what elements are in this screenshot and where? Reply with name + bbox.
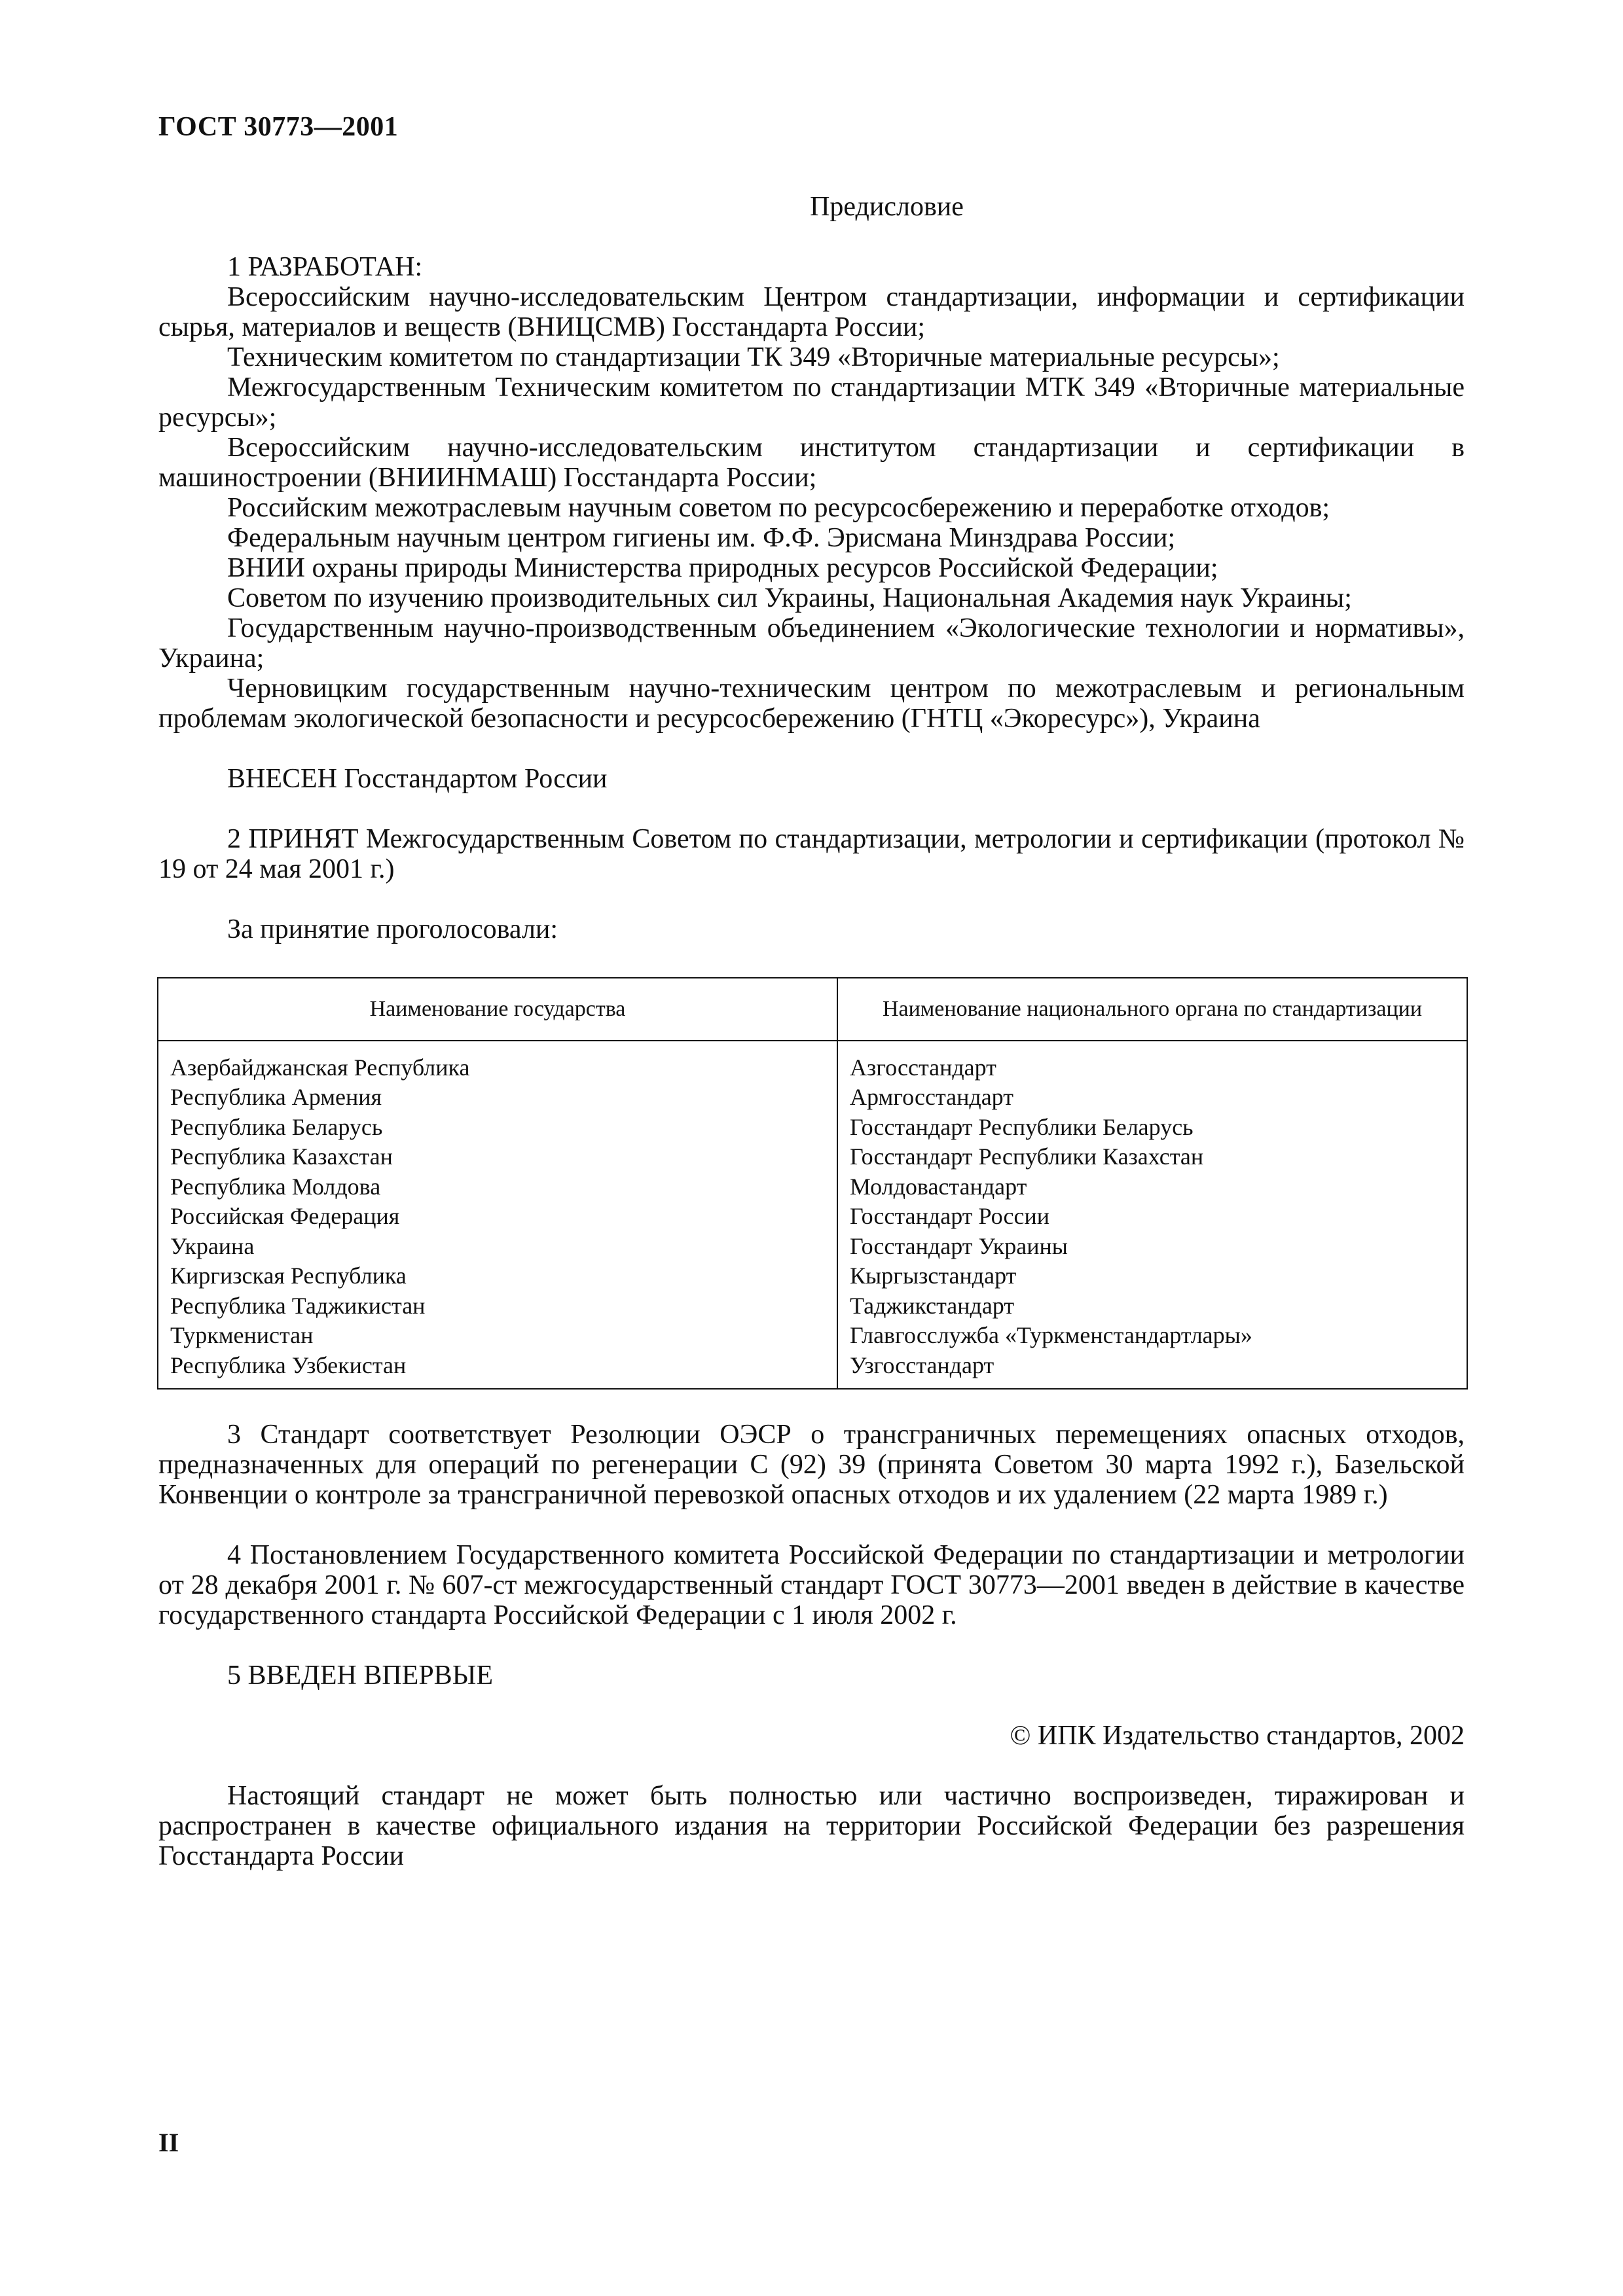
developer-item: Советом по изучению производительных сил Украины, Национальная Академия наук Украины;: [227, 583, 1352, 613]
introduced-by: ВНЕСЕН Госстандартом России: [227, 764, 608, 794]
state-name: Республика Казахстан: [170, 1143, 393, 1170]
standards-body-name: Армгосстандарт: [850, 1084, 1013, 1110]
column-header-state: Наименование государства: [158, 978, 837, 1041]
state-name: Туркменистан: [170, 1322, 314, 1348]
section-4-enactment: 4 Постановлением Государственного комитета Российской Федерации по стандартизации и метрологии от 28 декабря 2001 г. № 607-ст межгосударственный стандарт ГОСТ 30773—2001 введен в действие в качестве государственного стандарта Российской Федерации с 1 июля 2002 г.: [158, 1540, 1465, 1630]
state-name: Республика Узбекистан: [170, 1352, 407, 1378]
standards-body-name: Кыргызстандарт: [850, 1263, 1017, 1289]
page-number: II: [158, 2128, 179, 2157]
section-2-adopted: 2 ПРИНЯТ Межгосударственным Советом по стандартизации, метрологии и сертификации (протокол № 19 от 24 мая 2001 г.): [158, 824, 1465, 884]
copyright-notice: © ИПК Издательство стандартов, 2002: [1010, 1721, 1465, 1751]
state-name: Республика Беларусь: [170, 1113, 383, 1140]
standards-body-name: Таджикстандарт: [850, 1292, 1015, 1319]
section-3-conformity: 3 Стандарт соответствует Резолюции ОЭСР о трансграничных перемещениях опасных отходов, предназначенных для операций по регенерации С (92) 39 (принята Советом 30 марта 1992 г.), Базельской Конвенции о контроле за трансграничной перевозкой опасных отходов и их удалением (22 марта 1989 г.): [158, 1420, 1465, 1510]
developer-item: Государственным научно-производственным объединением «Экологические технологии и нормативы», Украина;: [158, 613, 1465, 673]
table-row: [158, 1041, 1467, 1390]
standards-bodies-cell: [837, 1041, 1467, 1390]
state-name: Республика Молдова: [170, 1173, 381, 1200]
voting-table: [157, 977, 1468, 1390]
table-header-row: [158, 978, 1467, 1041]
developer-item: Российским межотраслевым научным советом по ресурсосбережению и переработке отходов;: [227, 493, 1330, 523]
page-title: Предисловие: [810, 192, 964, 222]
standards-body-name: Госстандарт России: [850, 1203, 1049, 1229]
developer-item: Межгосударственным Техническим комитетом по стандартизации МТК 349 «Вторичные материальные ресурсы»;: [158, 372, 1465, 433]
standards-body-name: Госстандарт Украины: [850, 1232, 1068, 1259]
developer-item: Техническим комитетом по стандартизации ТК 349 «Вторичные материальные ресурсы»;: [227, 342, 1280, 372]
column-header-standards-body: Наименование национального органа по стандартизации: [837, 978, 1467, 1041]
voted-label: За принятие проголосовали:: [227, 914, 558, 944]
state-name: Российская Федерация: [170, 1203, 400, 1229]
standards-body-name: Главгосслужба «Туркменстандартлары»: [850, 1322, 1252, 1348]
state-name: Киргизская Республика: [170, 1263, 407, 1289]
state-name: Республика Армения: [170, 1084, 382, 1110]
document-code-header: ГОСТ 30773—2001: [158, 112, 399, 142]
state-name: Азербайджанская Республика: [170, 1054, 470, 1081]
standards-body-name: Азгосстандарт: [850, 1054, 996, 1081]
developer-item: Федеральным научным центром гигиены им. Ф.Ф. Эрисмана Минздрава России;: [227, 523, 1176, 553]
developer-item: Черновицким государственным научно-техническим центром по межотраслевым и региональным проблемам экологической безопасности и ресурсосбережению (ГНТЦ «Экоресурс»), Украина: [158, 673, 1465, 734]
developer-item: ВНИИ охраны природы Министерства природных ресурсов Российской Федерации;: [227, 553, 1218, 583]
reproduction-notice: Настоящий стандарт не может быть полностью или частично воспроизведен, тиражирован и распространен в качестве официального издания на территории Российской Федерации без разрешения Госстандарта России: [158, 1781, 1465, 1871]
section-1-heading: 1 РАЗРАБОТАН:: [227, 252, 423, 282]
standards-body-name: Госстандарт Республики Казахстан: [850, 1143, 1204, 1170]
standards-body-name: Госстандарт Республики Беларусь: [850, 1113, 1194, 1140]
section-5-first-introduced: 5 ВВЕДЕН ВПЕРВЫЕ: [227, 1660, 493, 1691]
standards-body-name: Молдовастандарт: [850, 1173, 1027, 1200]
developer-item: Всероссийским научно-исследовательским институтом стандартизации и сертификации в машиностроении (ВНИИНМАШ) Госстандарта России;: [158, 433, 1465, 493]
state-name: Республика Таджикистан: [170, 1292, 426, 1319]
developer-item: Всероссийским научно-исследовательским Центром стандартизации, информации и сертификации сырья, материалов и веществ (ВНИЦСМВ) Госстандарта России;: [158, 282, 1465, 342]
standards-body-name: Узгосстандарт: [850, 1352, 994, 1378]
state-name: Украина: [170, 1232, 255, 1259]
states-cell: [158, 1041, 837, 1390]
document-body: [158, 252, 1465, 1871]
